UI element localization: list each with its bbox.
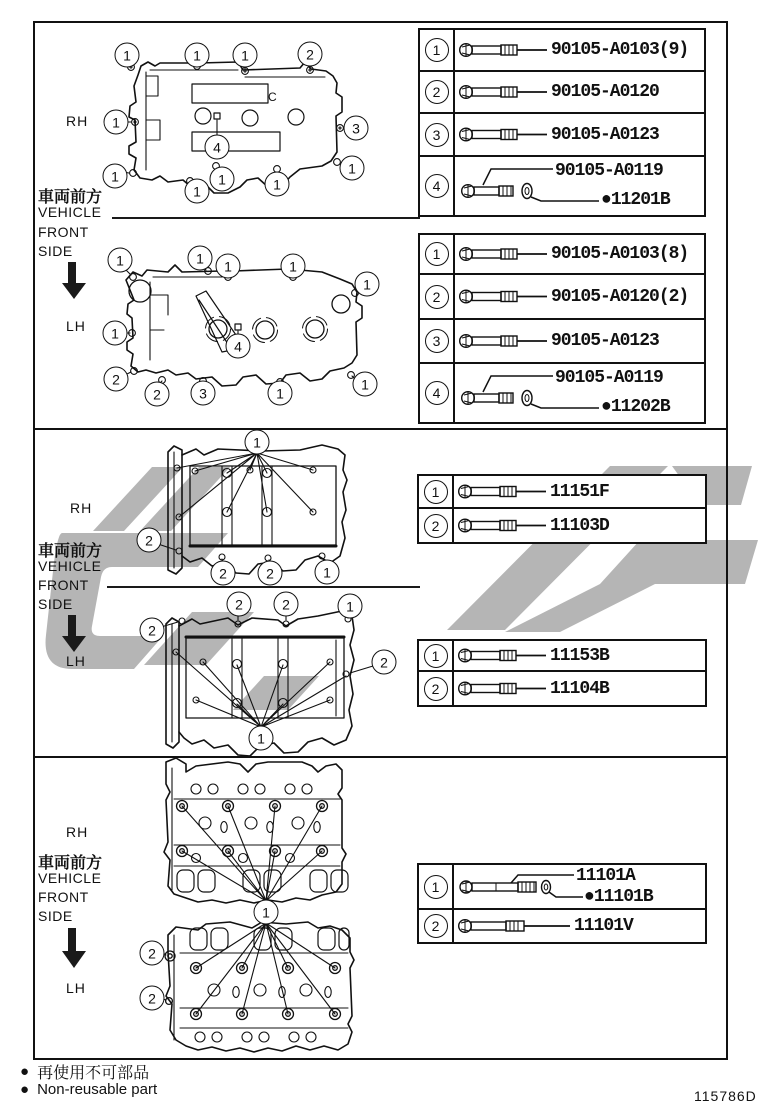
non-reusable-marker: ● [20, 1063, 30, 1080]
part-cell [455, 235, 704, 273]
ref-badge: 1 [424, 644, 448, 668]
vehicle-front-jp-label: 車両前方 [38, 853, 103, 872]
part-number-secondary [601, 397, 670, 417]
ref-badge: 1 [424, 480, 448, 504]
side-label: SIDE [38, 908, 73, 924]
part-number: 90105-A0123 [551, 331, 659, 351]
lh-label: LH [66, 653, 86, 669]
flange-bolt-icon [455, 319, 549, 363]
table-row [420, 364, 704, 422]
ref-badge: 2 [424, 677, 448, 701]
flange-bolt-icon [454, 509, 548, 542]
callout-rh-crankcase-1: 1 [245, 430, 270, 455]
figure-id: 115786D [694, 1088, 757, 1104]
part-cell [454, 509, 705, 542]
front-label: FRONT [38, 224, 89, 240]
table-row [419, 865, 705, 910]
callout-lh-crankcase-2: 2 [227, 592, 252, 617]
callout-rh-cylinder-head-cover-1: 1 [103, 164, 128, 189]
callout-rh-cylinder-head-cover-1: 1 [340, 156, 365, 181]
callout-lh-crankcase-1: 1 [249, 726, 274, 751]
ref-badge: 2 [424, 914, 448, 938]
footnote-text: 再使用不可部品 [37, 1063, 150, 1082]
non-reusable-marker: ● [584, 887, 594, 907]
non-reusable-marker: ● [20, 1081, 30, 1098]
part-cell [454, 641, 705, 670]
ref-cell [420, 72, 455, 112]
side-label: SIDE [38, 243, 73, 259]
callout-rh-crankcase-1: 1 [315, 560, 340, 585]
callout-rh-cylinder-head-cover-1: 1 [115, 43, 140, 68]
part-number: 11151F [550, 481, 609, 502]
ref-badge: 1 [425, 38, 449, 62]
callout-rh-cylinder-head-cover-1: 1 [265, 172, 290, 197]
flange-bolt-icon [455, 113, 549, 156]
ref-badge: 3 [425, 329, 449, 353]
vehicle-front-jp-label: 車両前方 [38, 187, 103, 206]
table-row [419, 641, 705, 672]
lh-cover-bolt-table [418, 233, 706, 424]
table-row [419, 476, 705, 509]
part-cell [455, 72, 704, 112]
part-cell [455, 320, 704, 362]
table-row [420, 320, 704, 364]
svg-text:C: C [268, 90, 277, 104]
callout-rh-cylinder-head-cover-2: 2 [298, 42, 323, 67]
part-number: 90105-A0120(2) [551, 286, 689, 307]
rh-cover-bolt-table [418, 28, 706, 217]
callout-lh-crankcase-2: 2 [140, 618, 165, 643]
part-cell [455, 30, 704, 70]
vehicle-label: VEHICLE [38, 870, 102, 886]
part-cell [454, 910, 705, 942]
footnote-text: Non-reusable part [37, 1081, 158, 1098]
flange-bolt-icon [454, 910, 572, 942]
callout-lh-crankcase-2: 2 [274, 592, 299, 617]
ref-cell [420, 114, 455, 155]
ref-badge: 2 [425, 80, 449, 104]
ref-cell [420, 30, 455, 70]
ref-cell [420, 364, 455, 422]
lh-label: LH [66, 318, 86, 334]
section-divider-2 [33, 756, 726, 758]
part-number: 90105-A0120 [551, 82, 659, 102]
callout-rh-cylinder-head-cover-1: 1 [104, 110, 129, 135]
ref-cell [419, 865, 454, 908]
table-row [419, 509, 705, 542]
callout-lh-cylinder-head-cover-1: 1 [268, 381, 293, 406]
lh-crankcase-bolt-table [417, 639, 707, 707]
ref-cell [420, 275, 455, 318]
flange-bolt-icon [455, 274, 549, 319]
ref-badge: 4 [425, 381, 449, 405]
part-number-secondary [584, 887, 653, 907]
part-number-text: 11101B [593, 887, 653, 907]
callout-lh-cylinder-head-cover-2: 2 [145, 382, 170, 407]
ref-cell [419, 509, 454, 542]
callout-lh-cylinder-head-cover-3: 3 [191, 381, 216, 406]
part-cell [455, 364, 704, 422]
part-cell [455, 275, 704, 318]
ref-badge: 4 [425, 174, 449, 198]
callout-rh-crankcase-2: 2 [211, 561, 236, 586]
part-cell [454, 672, 705, 705]
part-number: 11153B [550, 645, 609, 666]
callout-rh-cylinder-head-cover-1: 1 [210, 167, 235, 192]
callout-lh-cylinder-head-cover-1: 1 [355, 272, 380, 297]
part-cell [454, 476, 705, 507]
table-row [420, 114, 704, 157]
table-row [420, 235, 704, 275]
rh-lh-divider-top [112, 217, 420, 219]
non-reusable-marker: ● [601, 190, 611, 210]
part-cell [454, 865, 705, 908]
part-number: 90105-A0103(8) [551, 244, 689, 264]
ref-cell [419, 672, 454, 705]
part-number: 11103D [550, 515, 609, 536]
callout-cylinder-heads-1: 1 [254, 900, 279, 925]
part-number: 90105-A0103(9) [551, 40, 689, 60]
ref-badge: 1 [424, 875, 448, 899]
flange-bolt-icon [455, 29, 549, 71]
section-divider-1 [33, 428, 726, 430]
ref-badge: 2 [424, 514, 448, 538]
ref-badge: 2 [425, 285, 449, 309]
ref-cell [420, 235, 455, 273]
callout-rh-crankcase-2: 2 [137, 528, 162, 553]
part-number: 11104B [550, 678, 609, 699]
part-number: 90105-A0123 [551, 124, 659, 145]
front-label: FRONT [38, 889, 89, 905]
ref-cell [419, 910, 454, 942]
part-cell [455, 114, 704, 155]
rh-lh-divider-mid [107, 586, 420, 588]
callout-lh-cylinder-head-cover-4: 4 [226, 334, 251, 359]
table-row [420, 30, 704, 72]
ref-badge: 1 [425, 242, 449, 266]
table-row [419, 910, 705, 942]
flange-bolt-icon [454, 640, 548, 671]
callout-rh-cylinder-head-cover-1: 1 [185, 179, 210, 204]
ref-badge: 3 [425, 123, 449, 147]
callout-rh-crankcase-2: 2 [258, 561, 283, 586]
part-number: 90105-A0119 [555, 368, 663, 388]
side-label: SIDE [38, 596, 73, 612]
callout-lh-crankcase-1: 1 [338, 594, 363, 619]
callout-lh-cylinder-head-cover-1: 1 [281, 254, 306, 279]
ref-cell [419, 641, 454, 670]
callout-lh-crankcase-2: 2 [372, 650, 397, 675]
part-number-text: 11202B [610, 397, 670, 417]
table-row [420, 72, 704, 114]
rh-label: RH [66, 113, 89, 129]
front-label: FRONT [38, 577, 89, 593]
callout-lh-cylinder-head-cover-1: 1 [103, 321, 128, 346]
lh-label: LH [66, 980, 86, 996]
flange-bolt-icon [455, 71, 549, 113]
part-number: 11101V [574, 916, 633, 936]
callout-rh-cylinder-head-cover-4: 4 [205, 135, 230, 160]
non-reusable-marker: ● [601, 397, 611, 417]
table-row [420, 275, 704, 320]
callout-lh-cylinder-head-cover-1: 1 [108, 248, 133, 273]
callout-lh-cylinder-head-cover-1: 1 [188, 246, 213, 271]
footnote-en [20, 1081, 157, 1098]
table-row [420, 157, 704, 215]
callout-lh-cylinder-head-cover-2: 2 [104, 367, 129, 392]
ref-cell [420, 320, 455, 362]
callout-lh-cylinder-head-cover-1: 1 [353, 372, 378, 397]
callout-lh-cylinder-head-cover-1: 1 [216, 254, 241, 279]
callout-rh-cylinder-head-cover-1: 1 [233, 43, 258, 68]
rh-label: RH [66, 824, 89, 840]
vehicle-label: VEHICLE [38, 558, 102, 574]
cylinder-head-bolt-table [417, 863, 707, 944]
part-number: 90105-A0119 [555, 161, 663, 181]
ref-cell [420, 157, 455, 215]
callout-rh-cylinder-head-cover-3: 3 [344, 116, 369, 141]
part-number: 11101A [576, 866, 635, 886]
long-bolt-washer-icon [456, 865, 591, 910]
flange-bolt-icon [454, 672, 548, 705]
vehicle-front-jp-label: 車両前方 [38, 541, 103, 560]
ref-cell [419, 476, 454, 507]
part-number-secondary [601, 190, 670, 210]
rh-label: RH [70, 500, 93, 516]
callout-cylinder-heads-2: 2 [140, 986, 165, 1011]
callout-rh-cylinder-head-cover-1: 1 [185, 43, 210, 68]
flange-bolt-icon [455, 234, 549, 274]
vehicle-label: VEHICLE [38, 204, 102, 220]
part-cell [455, 157, 704, 215]
part-number-text: 11201B [610, 190, 670, 210]
rh-crankcase-bolt-table [417, 474, 707, 544]
callout-cylinder-heads-2: 2 [140, 941, 165, 966]
footnote-jp [20, 1060, 149, 1083]
table-row [419, 672, 705, 705]
flange-bolt-icon [454, 475, 548, 508]
